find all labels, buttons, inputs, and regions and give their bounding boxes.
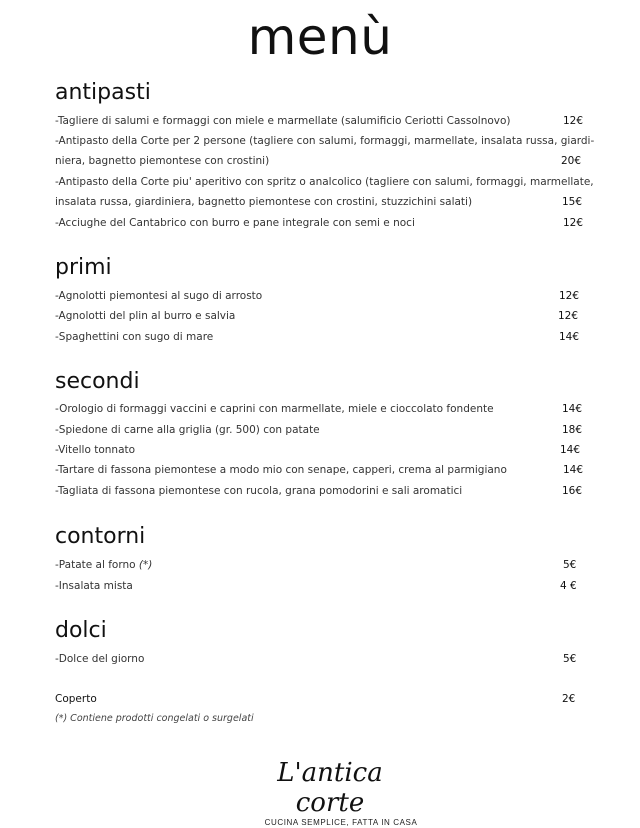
section-title-secondi: secondi (55, 369, 140, 394)
menu-item: -Tartare di fassona piemontese a modo mio con senape, capperi, crema al parmigiano (55, 464, 507, 476)
menu-item-continued: niera, bagnetto piemontese con crostini) (55, 155, 270, 167)
section-title-dolci: dolci (55, 618, 107, 643)
menu-item: -Antipasto della Corte per 2 persone (tagliere con salumi, formaggi, marmellate, insalata russa, giardi- (55, 135, 595, 147)
item-price: 12€ (558, 310, 579, 322)
item-price: 4 € (560, 580, 577, 592)
item-price: 14€ (563, 464, 584, 476)
menu-item-continued: insalata russa, giardiniera, bagnetto piemontese con crostini, stuzzichini salati) (55, 196, 473, 208)
item-price: 14€ (560, 444, 581, 456)
item-price: 15€ (562, 196, 583, 208)
item-price: 12€ (563, 217, 584, 229)
coperto-label: Coperto (55, 693, 97, 705)
item-price: 20€ (561, 155, 582, 167)
menu-item-text: -Patate al forno (55, 559, 136, 571)
restaurant-logo (240, 758, 420, 827)
item-price: 12€ (563, 115, 584, 127)
coperto-price: 2€ (562, 693, 576, 705)
menu-item (55, 555, 152, 575)
logo-tagline: CUCINA SEMPLICE, FATTA IN CASA (264, 818, 418, 827)
item-price: 14€ (559, 331, 580, 343)
menu-item: -Insalata mista (55, 580, 133, 592)
menu-item: -Agnolotti del plin al burro e salvia (55, 310, 236, 322)
footnote: (*) Contiene prodotti congelati o surgelati (55, 713, 254, 724)
menu-title: menù (247, 8, 393, 66)
item-price: 5€ (563, 559, 577, 571)
frozen-marker: (*) (138, 559, 153, 571)
section-title-primi: primi (55, 255, 112, 280)
menu-item: -Orologio di formaggi vaccini e caprini con marmellate, miele e cioccolato fondente (55, 403, 494, 415)
menu-item: -Dolce del giorno (55, 653, 145, 665)
menu-item: -Tagliata di fassona piemontese con rucola, grana pomodorini e sali aromatici (55, 485, 463, 497)
menu-item: -Tagliere di salumi e formaggi con miele e marmellate (salumificio Ceriotti Cassolnovo) (55, 115, 511, 127)
item-price: 5€ (563, 653, 577, 665)
menu-item: -Spiedone di carne alla griglia (gr. 500) con patate (55, 424, 320, 436)
section-title-contorni: contorni (55, 524, 146, 549)
item-price: 16€ (562, 485, 583, 497)
menu-item: -Spaghettini con sugo di mare (55, 331, 214, 343)
item-price: 14€ (562, 403, 583, 415)
menu-item: -Vitello tonnato (55, 444, 136, 456)
logo-name: L'antica corte (277, 758, 383, 818)
item-price: 18€ (562, 424, 583, 436)
section-title-antipasti: antipasti (55, 80, 151, 105)
menu-item: -Agnolotti piemontesi al sugo di arrosto (55, 290, 263, 302)
menu-item: -Acciughe del Cantabrico con burro e pane integrale con semi e noci (55, 217, 415, 229)
item-price: 12€ (559, 290, 580, 302)
menu-item: -Antipasto della Corte piu' aperitivo con spritz o analcolico (tagliere con salumi, formaggi, marmellate, (55, 176, 594, 188)
